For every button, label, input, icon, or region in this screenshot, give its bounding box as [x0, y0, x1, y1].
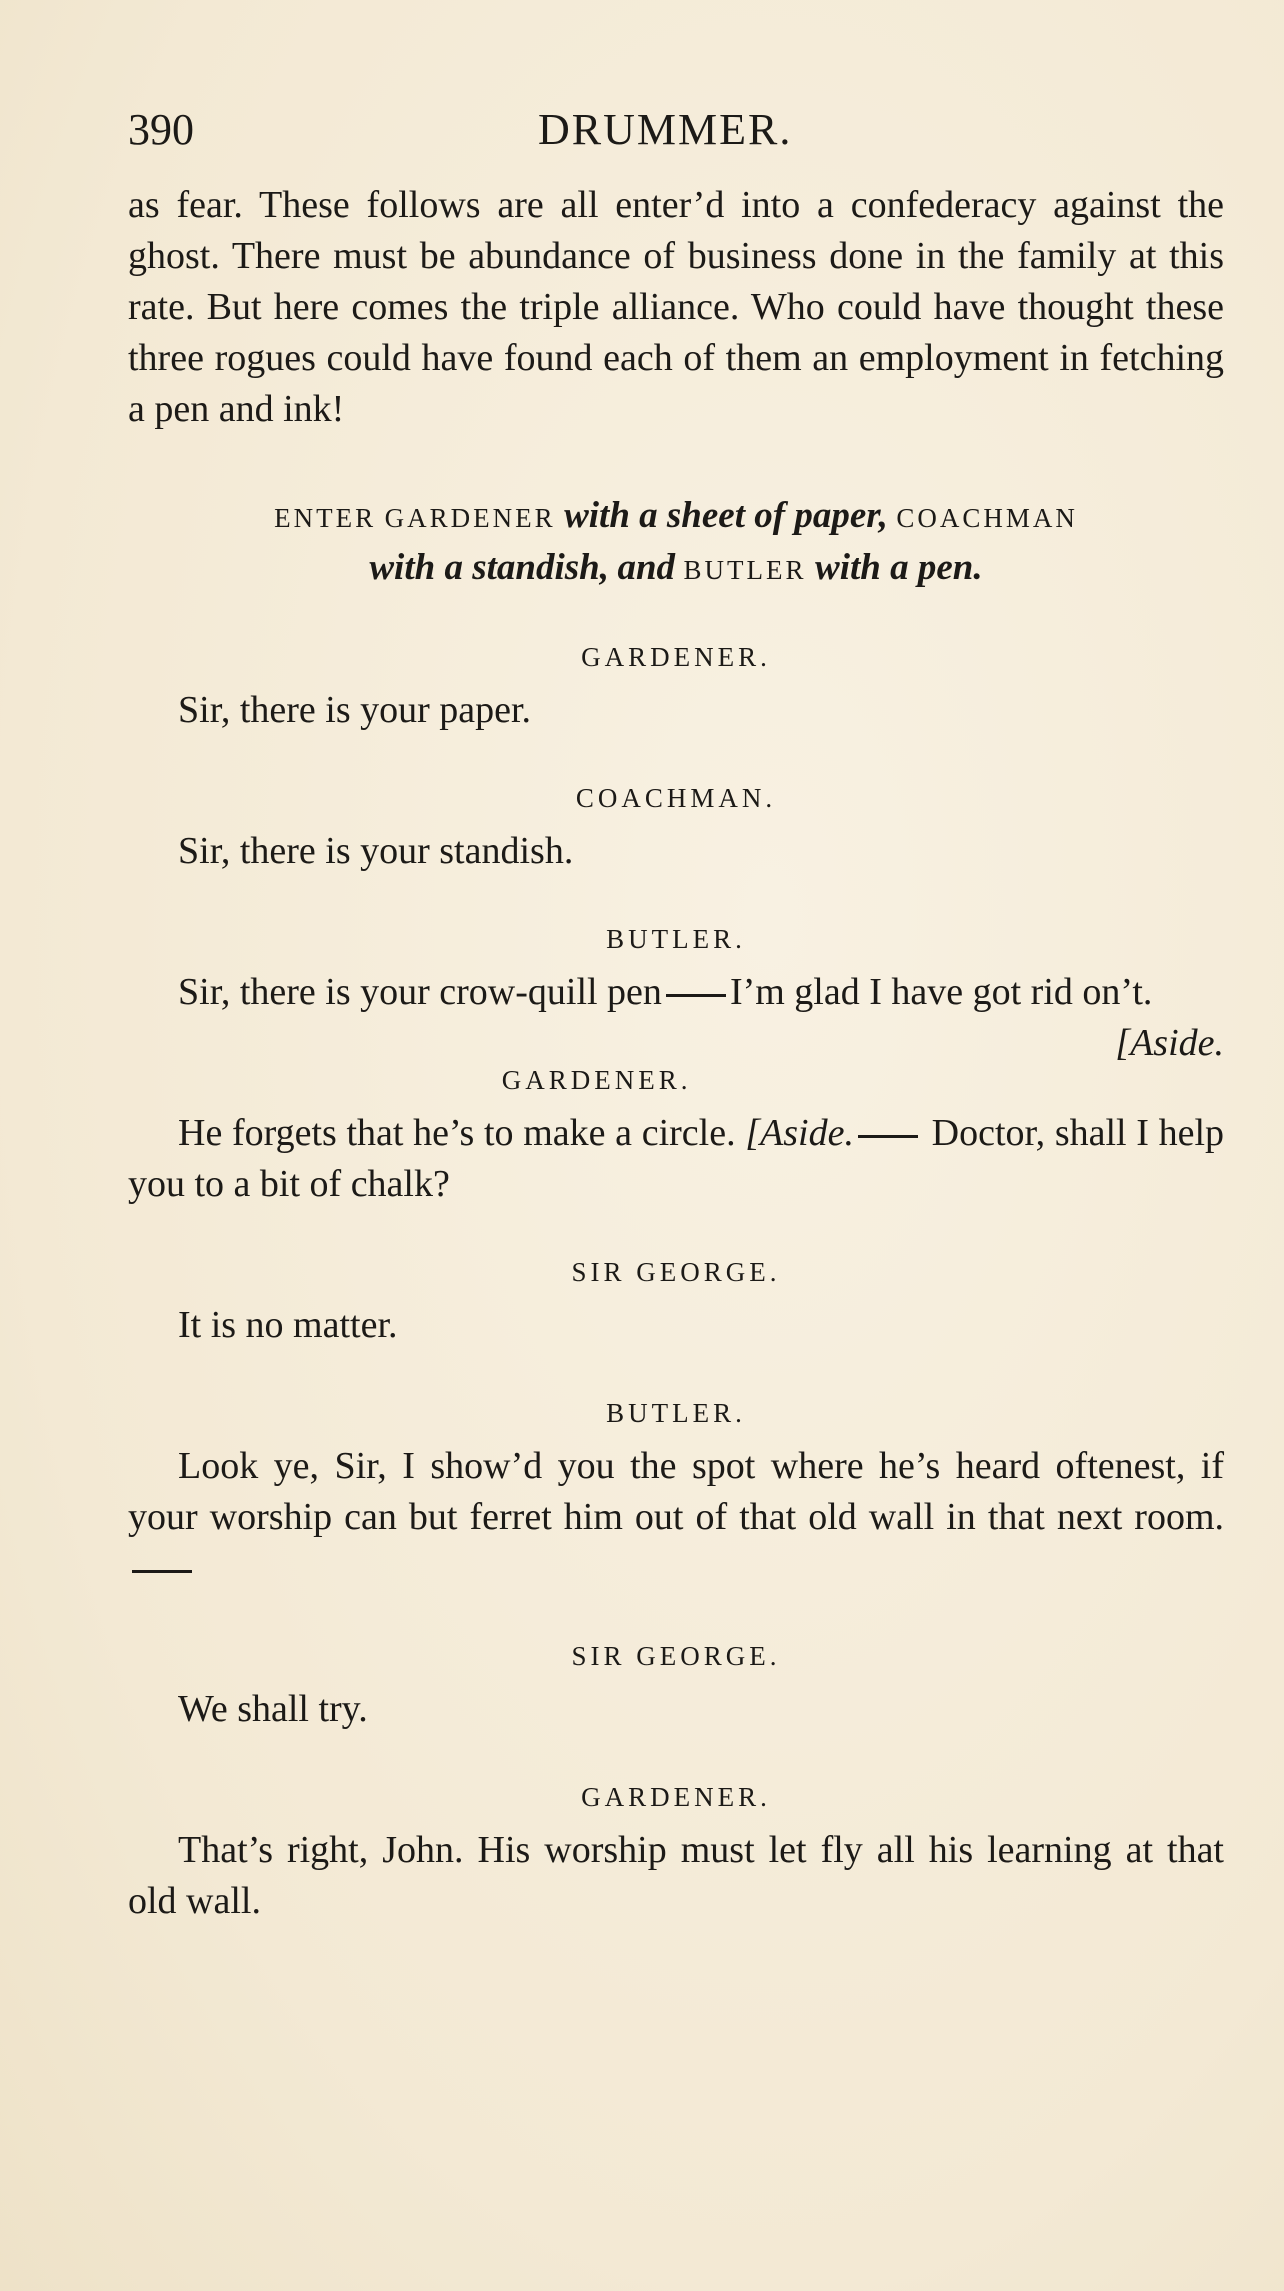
- aside-direction: [Aside.: [1115, 1022, 1224, 1064]
- speech-line: [128, 967, 1224, 1064]
- speech-line: That’s right, John. His worship must let fly all his learning at that old wall.: [128, 1829, 1224, 1922]
- speech-part: Look ye, Sir, I show’d you the spot where he’s heard oftenest, if your worship can but ferret him out of that old wall in that next room.: [128, 1445, 1224, 1538]
- stage-coachman: COACHMAN: [896, 503, 1078, 533]
- page-body: [128, 180, 1224, 1927]
- speaker-name: SIR GEORGE.: [571, 1257, 781, 1287]
- speech-line: Sir, there is your standish.: [178, 830, 574, 872]
- running-title: DRUMMER.: [538, 105, 793, 154]
- stage-with-pen: with a pen.: [815, 547, 983, 588]
- speech-line: It is no matter.: [178, 1304, 398, 1346]
- stage-butler: BUTLER: [683, 555, 807, 585]
- speech-line: We shall try.: [178, 1688, 368, 1730]
- page-number: 390: [128, 105, 194, 154]
- speaker-name: BUTLER.: [606, 1398, 746, 1428]
- speech-part: I’m glad I have got rid on’t.: [729, 971, 1153, 1013]
- em-dash: [132, 1570, 192, 1573]
- speaker-name: GARDENER.: [581, 1782, 771, 1812]
- aside-direction: [Aside.: [745, 1112, 854, 1154]
- speech-part: Sir, there is your crow-quill pen: [178, 971, 662, 1013]
- stage-direction: [128, 491, 1224, 595]
- stage-with-sheet: with a sheet of paper,: [564, 495, 888, 536]
- speech-part: Doctor, shall I help you to a bit of chalk?: [128, 1112, 1225, 1205]
- speech-line: [128, 1441, 1224, 1594]
- stage-with-standish: with a standish,: [369, 547, 609, 588]
- speaker-name: GARDENER.: [581, 642, 771, 672]
- opening-paragraph: as fear. These follows are all enter’d into a confederacy against the ghost. There must be abundance of business done in the family at this rate. But here comes the triple alliance. Who could have thought these three rogues could have found each of them an employment in fetching a pen and ink!: [128, 184, 1224, 430]
- speaker-name: COACHMAN.: [575, 783, 777, 813]
- em-dash: [666, 994, 726, 997]
- speaker-name: BUTLER.: [606, 924, 746, 954]
- speaker-name: SIR GEORGE.: [571, 1641, 781, 1671]
- em-dash: [858, 1135, 918, 1138]
- stage-enter: ENTER: [274, 503, 377, 533]
- speech-part: He forgets that he’s to make a circle.: [178, 1112, 736, 1154]
- speech-line: [128, 1108, 1224, 1210]
- speaker-name: GARDENER.: [501, 1065, 692, 1095]
- stage-and: and: [617, 547, 676, 588]
- running-head: [128, 104, 1224, 164]
- speech-line: Sir, there is your paper.: [178, 689, 532, 731]
- stage-gardener: GARDENER: [384, 503, 556, 533]
